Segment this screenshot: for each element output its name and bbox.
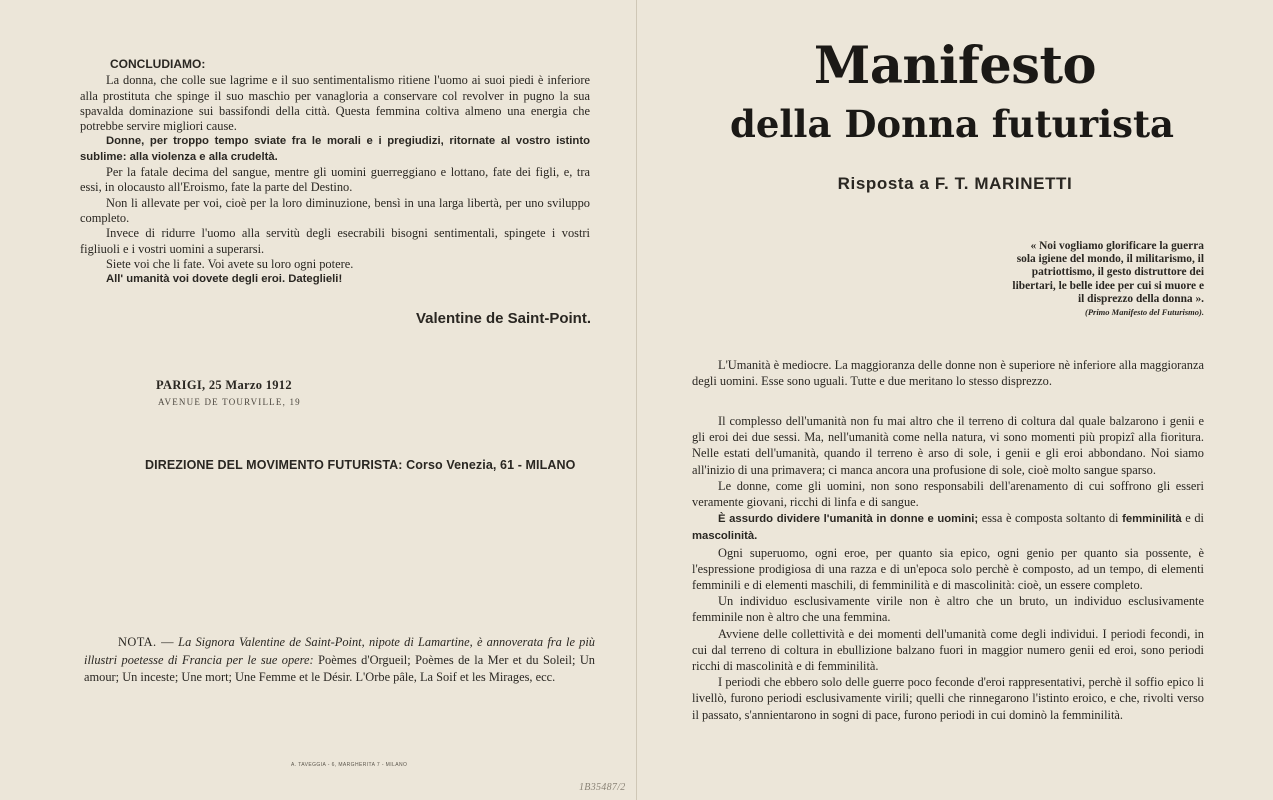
note-works: Poèmes d'Orgueil; Poèmes de la Mer et du Soleil; Un amour; Un inceste; Une mort; Une Femme et le Désir. L'Orbe pâle, La Soif et les Mirages, ecc. xyxy=(84,652,595,684)
intro-paragraph xyxy=(692,357,1204,389)
address: AVENUE DE TOURVILLE, 19 xyxy=(158,397,301,407)
text-run: e di xyxy=(1185,511,1204,526)
subtitle: Risposta a F. T. MARINETTI xyxy=(837,174,1073,193)
paragraph: La donna, che colle sue lagrime e il suo sentimentalismo ritiene l'uomo ai suoi piedi è inferiore alla prostituta che spinge il suo maschio per vanagloria a conservare col revolver in pugno la sua spavalda dominazione sui bassifondi della città. Questa femmina coltiva almeno una energia che potrebbe servire migliori cause. xyxy=(80,73,590,134)
paragraph: L'Umanità è mediocre. La maggioranza delle donne non è superiore nè inferiore alla maggioranza degli uomini. Esse sono uguali. Tutte e due meritano lo stesso disprezzo. xyxy=(692,358,1204,389)
epigraph-quote: « Noi vogliamo glorificare la guerra sola igiene del mondo, il militarismo, il patriottismo, il gesto distruttore dei libertari, le belle idee per cui si muore e il disprezzo della donna ». xyxy=(1012,240,1204,305)
bold-phrase: mascolinità. xyxy=(692,530,758,543)
paragraph: Avviene delle collettività e dei momenti dell'umanità come degli individui. I periodi fecondi, in cui dal terreno di coltura in ebullizione balzano fuori in maggior numero genii ed eroi, sono periodi ricchi di mascolinità e di femminilità. xyxy=(692,626,1204,674)
right-page xyxy=(637,0,1273,800)
epigraph-source: (Primo Manifesto del Futurismo). xyxy=(1084,307,1204,317)
paragraph: Invece di ridurre l'uomo alla servitù degli esecrabili bisogni sentimentali, spingete i vostri figliuoli e i vostri uomini a superarsi. xyxy=(80,226,590,256)
paragraph: Ogni superuomo, ogni eroe, per quanto sia epico, ogni genio per quanto sia possente, è l'espressione prodigiosa di una razza e di un'epoca solo perchè è composto, ad un tempo, di elementi femminili e di elementi maschili, di femminilità e di mascolinità: cioè, un essere completo. xyxy=(692,545,1204,593)
archive-stamp: 1B35487/2 xyxy=(579,782,626,793)
paragraph: Non li allevate per voi, cioè per la loro diminuzione, bensì in una larga libertà, per uno sviluppo completo. xyxy=(80,195,590,225)
bold-paragraph: All' umanità voi dovete degli eroi. Dateglieli! xyxy=(106,273,343,286)
title-line-1: Manifesto xyxy=(813,36,1097,96)
left-page xyxy=(0,0,636,800)
paragraph: Per la fatale decima del sangue, mentre gli uomini guerreggiano e lottano, fate dei figli, e, tra essi, in olocausto all'Eroismo, fate la parte del Destino. xyxy=(80,165,590,195)
conclusion-heading: CONCLUDIAMO: xyxy=(110,57,206,71)
place-date: PARIGI, 25 Marzo 1912 xyxy=(156,378,292,392)
paragraph xyxy=(692,510,1204,544)
note-label: NOTA. — xyxy=(118,635,174,649)
bold-phrase: È assurdo dividere l'umanità in donne e uomini; xyxy=(718,513,979,526)
direction-address: DIREZIONE DEL MOVIMENTO FUTURISTA: Corso Venezia, 61 - MILANO xyxy=(145,458,576,472)
paragraph: Siete voi che li fate. Voi avete su loro ogni potere. xyxy=(106,256,354,271)
note xyxy=(84,634,595,687)
bold-paragraph: Donne, per troppo tempo sviate fra le morali e i pregiudizi, ritornate al vostro istinto sublime: alla violenza e alla crudeltà. xyxy=(80,135,590,163)
text-run: essa è composta soltanto di xyxy=(981,511,1119,526)
title-line-2: della Donna futurista xyxy=(729,102,1175,146)
paragraph: I periodi che ebbero solo delle guerre poco feconde d'eroi rappresentativi, perchè il soffio epico li livellò, furono periodi esclusivamente virili; quelli che rinnegarono l'istinto eroico, e che, rivolti verso il passato, s'annientarono in sogni di pace, furono periodi in cui dominò la femminilità. xyxy=(692,675,1204,722)
printer-credit: A. TAVEGGIA - 6, MARGHERITA 7 - MILANO xyxy=(291,762,408,768)
conclusion-section xyxy=(80,57,590,287)
author-signature: Valentine de Saint-Point. xyxy=(415,310,591,327)
paragraph: Il complesso dell'umanità non fu mai altro che il terreno di coltura dal quale balzarono i genii e gli eroi dei due sessi. Ma, nell'umanità come nella natura, vi sono momenti più propizî alla fioritura. Nelle estati dell'umanità, quando il terreno è arso di sole, i genii e gli eroi abbondano. Noi siamo all'inizio di una primavera; ci manca ancora una profusione di sole, cioè molto sangue sparso. xyxy=(692,414,1204,477)
bold-phrase: femminilità xyxy=(1122,513,1182,526)
note-italic: La Signora Valentine de Saint-Point, nipote di Lamartine, è annoverata fra le più illustri poetesse di Francia per le sue opere: xyxy=(84,635,595,667)
body-text xyxy=(692,413,1204,723)
paragraph: Un individuo esclusivamente virile non è altro che un bruto, un individuo esclusivamente femminile non è altro che una femmina. xyxy=(692,594,1204,625)
paragraph: Le donne, come gli uomini, non sono responsabili dell'arenamento di cui soffrono gli esseri veramente giovani, ricchi di linfa e di sangue. xyxy=(692,478,1204,510)
